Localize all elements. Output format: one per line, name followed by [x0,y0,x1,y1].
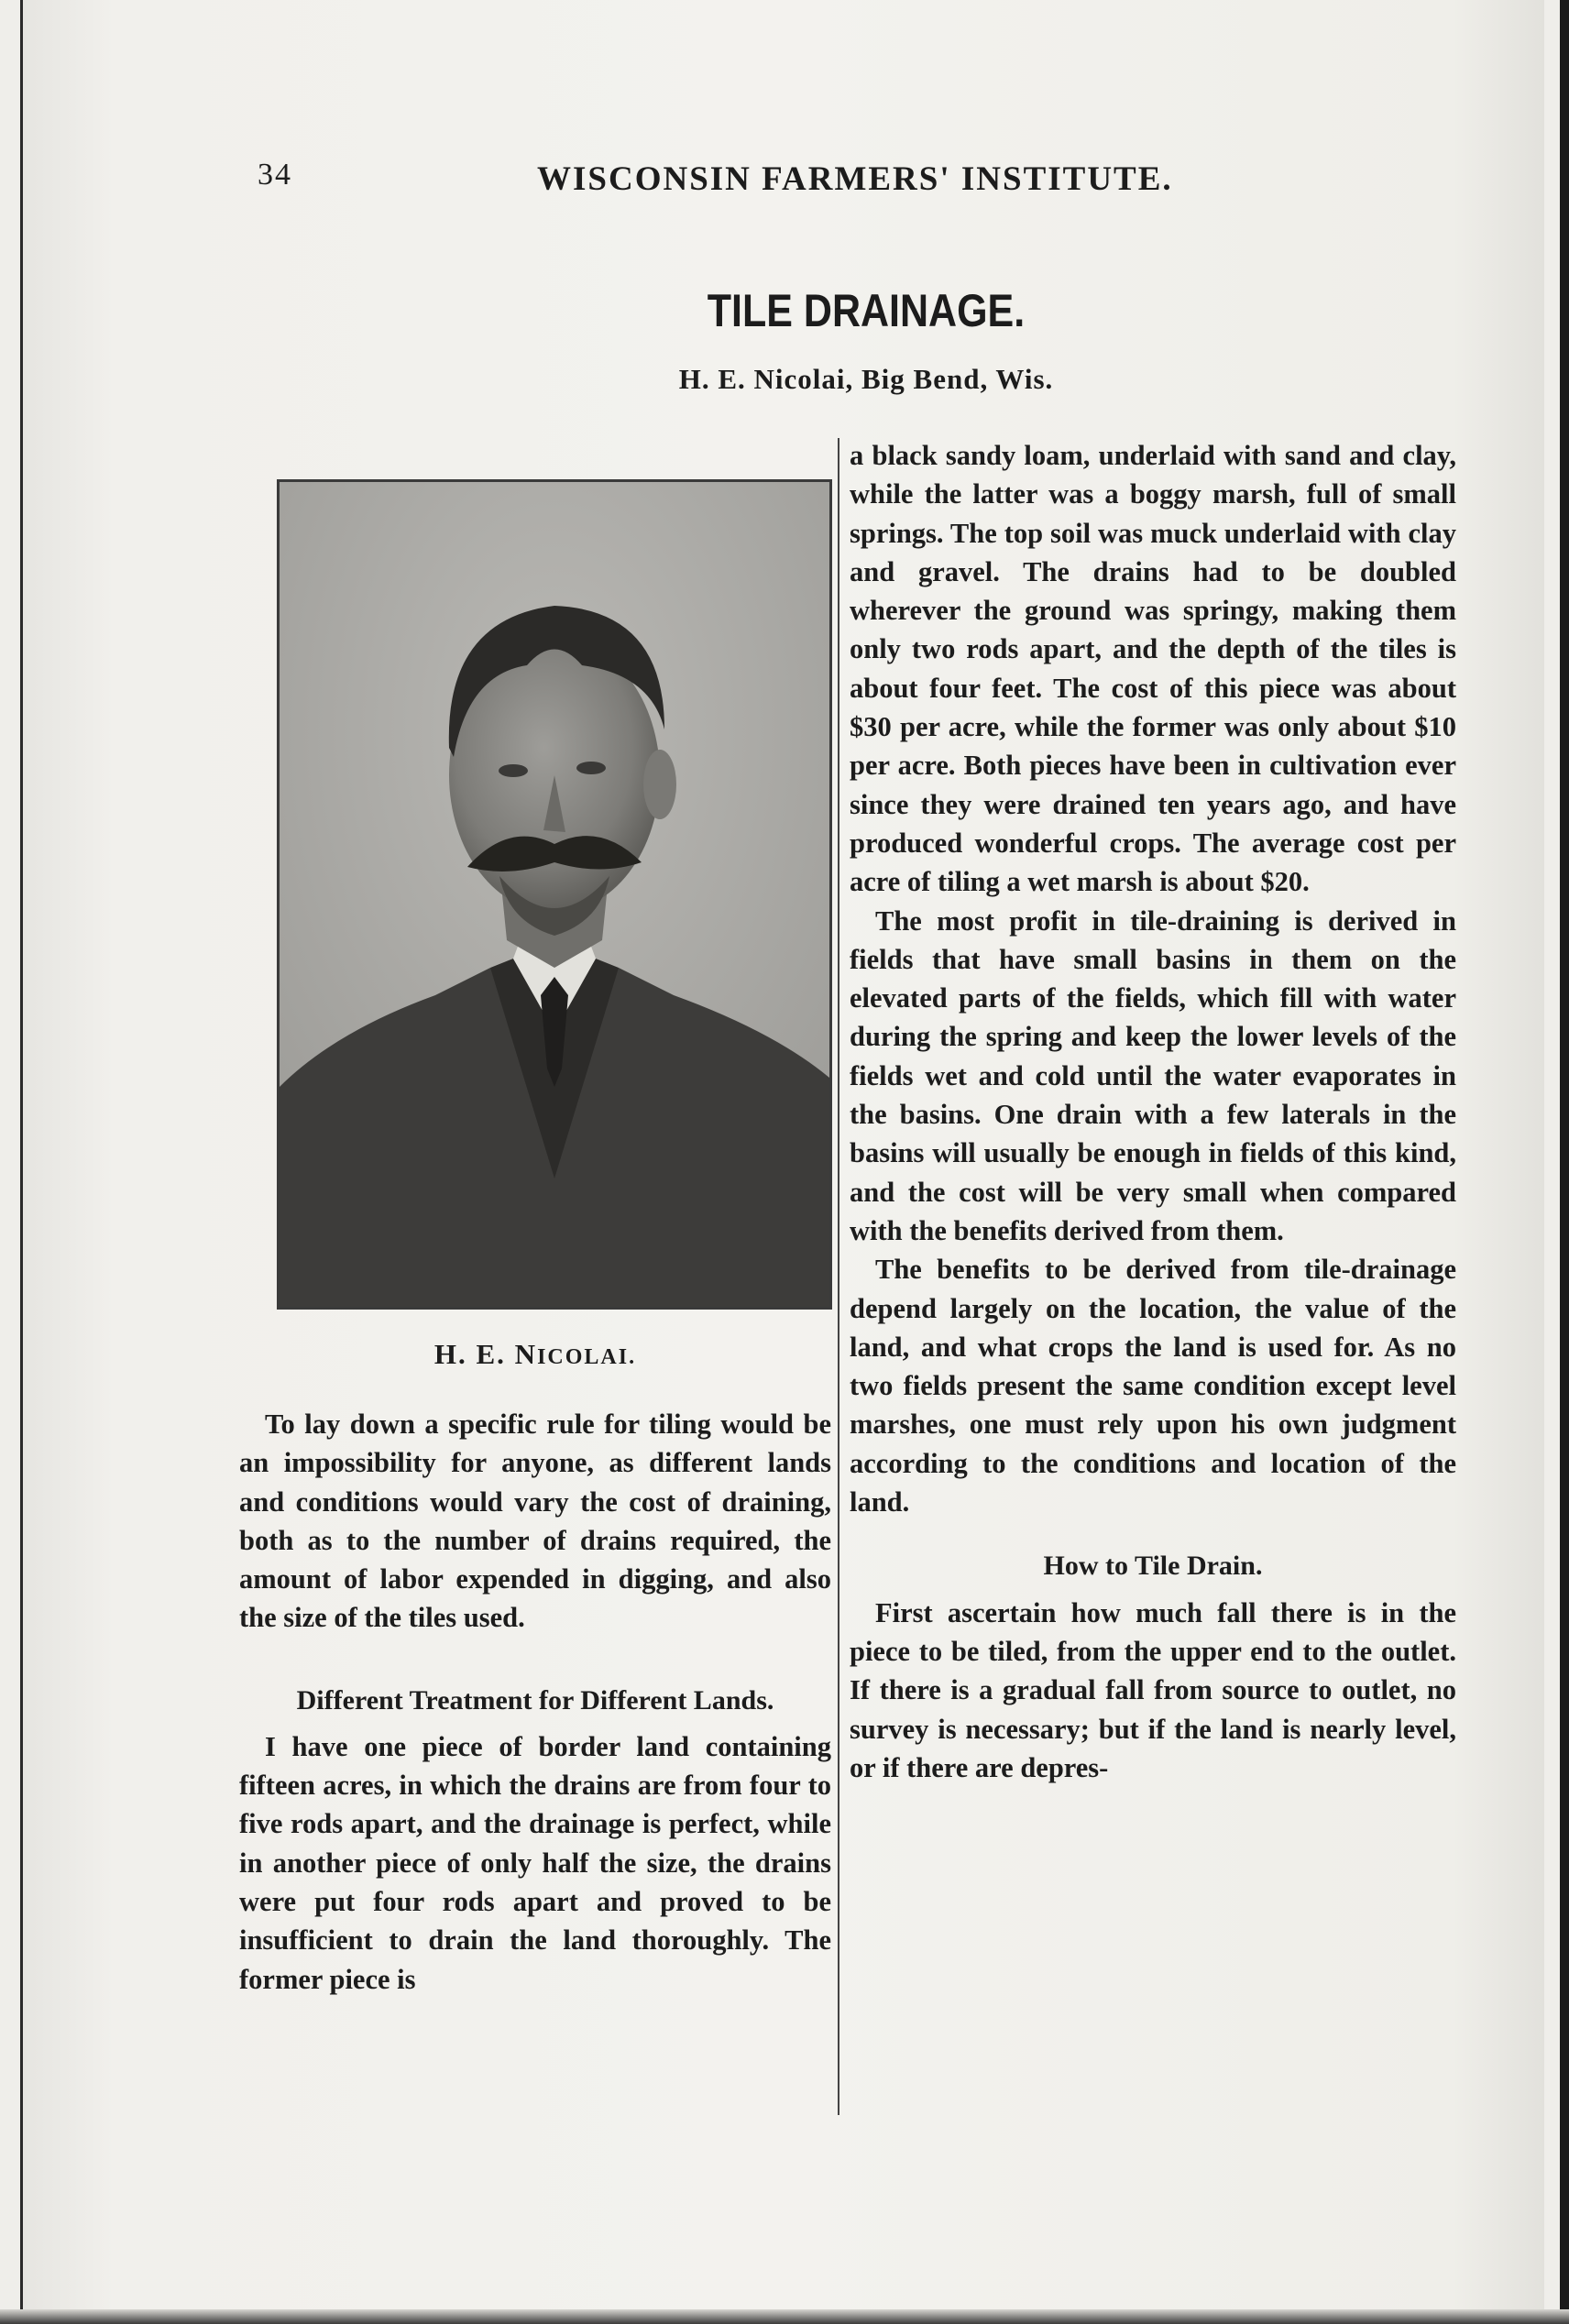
article-title: TILE DRAINAGE. [707,285,1026,336]
paragraph-first-ascertain: First ascertain how much fall there is in the piece to be tiled, from the upper end to the outlet. If there is a gradual fall from source to outlet, no survey is necessary; but if the land is nearly level, or if there are depres- [850,1596,1456,1783]
paragraph-border-land: I have one piece of border land containing fifteen acres, in which the drains are from four to five rods apart, and the drainage is perfect, while in another piece of only half the size, the drains were put four rods apart and proved to be insufficient to drain the land thoroughly. The former piece is [239,1730,831,1995]
scan-edge-bottom [0,2309,1569,2324]
book-page [20,0,1544,2309]
scan-edge-right [1560,0,1569,2324]
right-column [850,436,1456,1787]
caption-surname-smallcaps: ICOLAI. [537,1345,637,1369]
paragraph-benefits: The benefits to be derived from tile-drainage depend largely on the location, the value of the land, and what crops the land is used for. As no two fields present the same condition except level marshes, one must rely upon his own judgment according to the conditions and location of the land. [850,1254,1456,1518]
portrait-photo [277,479,832,1310]
paragraph-intro: To lay down a specific rule for tiling would be an impossibility for anyone, as different lands and conditions would vary the cost of draining, both as to the number of drains required, the amount of labor expended in digging, and also the size of the tiles used. [239,1409,831,1634]
caption-initials: H. E. N [433,1338,538,1370]
column-divider [838,438,839,2115]
article-byline: H. E. Nicolai, Big Bend, Wis. [678,363,1054,395]
page-number: 34 [258,158,292,192]
running-title: WISCONSIN FARMERS' INSTITUTE. [537,160,1173,198]
photo-caption [239,1338,831,1371]
paragraph-continuation: a black sandy loam, underlaid with sand and clay, while the latter was a boggy marsh, full of small springs. The top soil was muck underlaid with clay and gravel. The drains had to be doubled wherever the ground was springy, making them only two rods apart, and the depth of the tiles is about four feet. The cost of this piece was about $30 per acre, while the former was only about $10 per acre. Both pieces have been in cultivation ever since they were drained ten years ago, and have produced wonderful crops. The average cost per acre of tiling a wet marsh is about $20. [850,440,1456,898]
paragraph-most-profit: The most profit in tile-draining is derived in fields that have small basins in them on the elevated parts of the fields, which fill with water during the spring and keep the lower levels of the fields wet and cold until the water evaporates in the basins. One drain with a few laterals in the basins will usually be enough in fields of this kind, and the cost will be very small when compared with the benefits derived from them. [850,904,1456,1246]
left-column [239,1405,831,1999]
subheading-different-treatment: Different Treatment for Different Lands. [296,1684,774,1716]
subheading-how-to-tile-drain: How to Tile Drain. [1043,1551,1263,1582]
portrait-illustration [280,482,829,1307]
